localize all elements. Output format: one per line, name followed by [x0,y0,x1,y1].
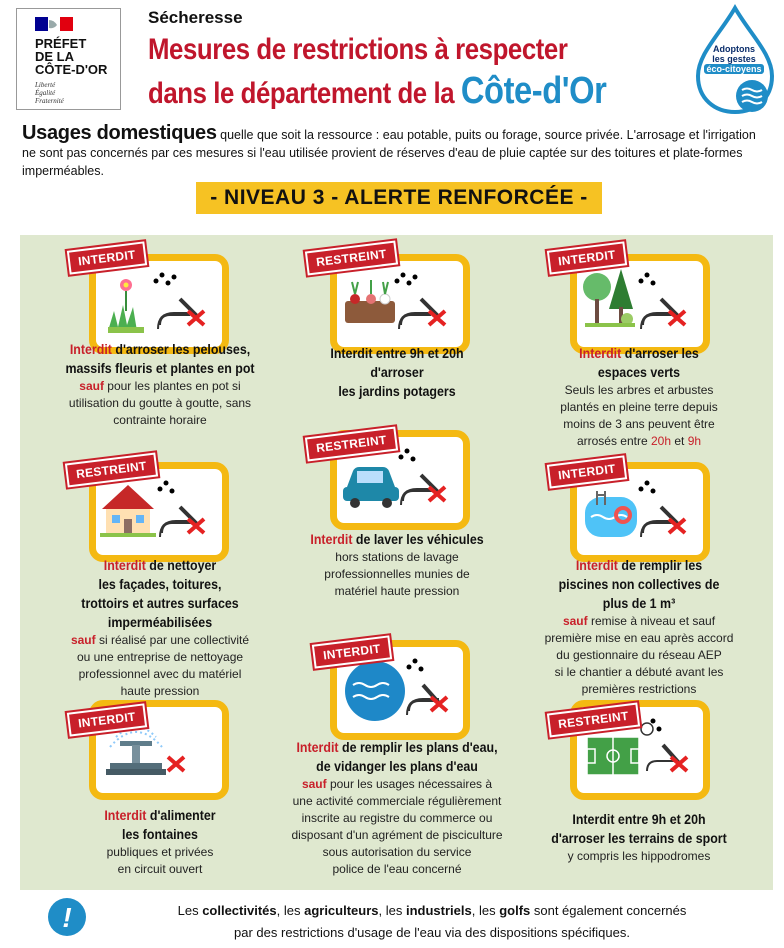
tag-interdit: INTERDIT [67,703,147,736]
title-line-2: dans le département de la Côte-d'Or [148,70,607,112]
vegetables-icon [337,261,463,347]
tag-interdit: INTERDIT [547,241,627,274]
kicker: Sécheresse [148,8,243,27]
flowers-icon [96,261,222,347]
tag-interdit: INTERDIT [67,241,147,274]
footer-text: Les collectivités, les agriculteurs, les industriels, les golfs sont également concernés par des restrictions d'usage de l'eau via des dispositions spécifiques. [177,903,687,940]
trees-icon [577,261,703,347]
alert-level-banner: - NIVEAU 3 - ALERTE RENFORCÉE - [196,182,602,214]
card-vegetables-text: Interdit entre 9h et 20h d'arroser les jardins potagers [330,346,464,399]
card-fountains-text: Interdit d'alimenter les fontaines publiques et privées en circuit ouvert [104,808,216,876]
card-lawns-text: Interdit d'arroser les pelouses, massifs fleuris et plantes en pot sauf pour les plantes en pot si utilisation du goutte à goutte, sans contrainte horaire [65,342,255,427]
prefet-motto: Liberté Égalité Fraternité [35,81,64,105]
house-icon [96,469,222,555]
department-name: Côte-d'Or [460,70,607,112]
card-facades-text: Interdit de nettoyer les façades, toitures, trottoirs et autres surfaces imperméabilisées sauf si réalisé par une collectivité ou une entreprise de nettoyage professionnel avec du matériel haute pression [70,558,250,698]
card-green-spaces-text: Interdit d'arroser les espaces verts Seuls les arbres et arbustes plantés en pleine terre depuis moins de 3 ans peuvent être arrosés entre 20h et 9h [560,346,718,448]
usages-intro: Usages domestiques quelle que soit la ressource : eau potable, puits ou forage, source privée. L'arrosage et l'irrigation ne sont pas concernés par ces mesures si l'eau utilisée provient de réserves d'eau de pluie captée sur des toitures et plate-formes imperméables. [22,122,756,178]
tag-restreint: RESTREINT [305,241,398,276]
eco-citizen-badge: Adoptons les gestes éco-citoyens [690,4,780,116]
tag-interdit: INTERDIT [312,635,392,668]
prefet-title: PRÉFET DE LA CÔTE-D'OR [35,36,108,77]
marianne-flag-icon [35,17,73,31]
tag-restreint: RESTREINT [547,703,640,738]
usages-heading: Usages domestiques [22,122,217,144]
prefet-logo [16,8,121,110]
svg-text:!: ! [62,902,72,933]
info-icon [46,896,88,938]
card-pools-text: Interdit de remplir les piscines non collectives de plus de 1 m³ sauf remise à niveau et sauf première mise en eau après accord du gestionnaire du réseau AEP si le chantier a débuté avant les premières restrictions [544,558,734,696]
tag-restreint: RESTREINT [305,427,398,462]
tag-restreint: RESTREINT [65,453,158,488]
title-line-1: Mesures de restrictions à respecter [148,33,568,66]
card-ponds-text: Interdit de remplir les plans d'eau, de vidanger les plans d'eau sauf pour les usages nécessaires à une activité commerciale régulièrement inscrite au registre du commerce ou disposant d'un agrément de pisciculture sous autorisation du service police de l'eau concerné [291,740,503,876]
card-sports-text: Interdit entre 9h et 20h d'arroser les terrains de sport y compris les hippodromes [551,812,727,863]
card-vehicles-text: Interdit de laver les véhicules hors stations de lavage professionnelles munies de matériel haute pression [310,532,484,598]
tag-interdit: INTERDIT [547,455,627,488]
